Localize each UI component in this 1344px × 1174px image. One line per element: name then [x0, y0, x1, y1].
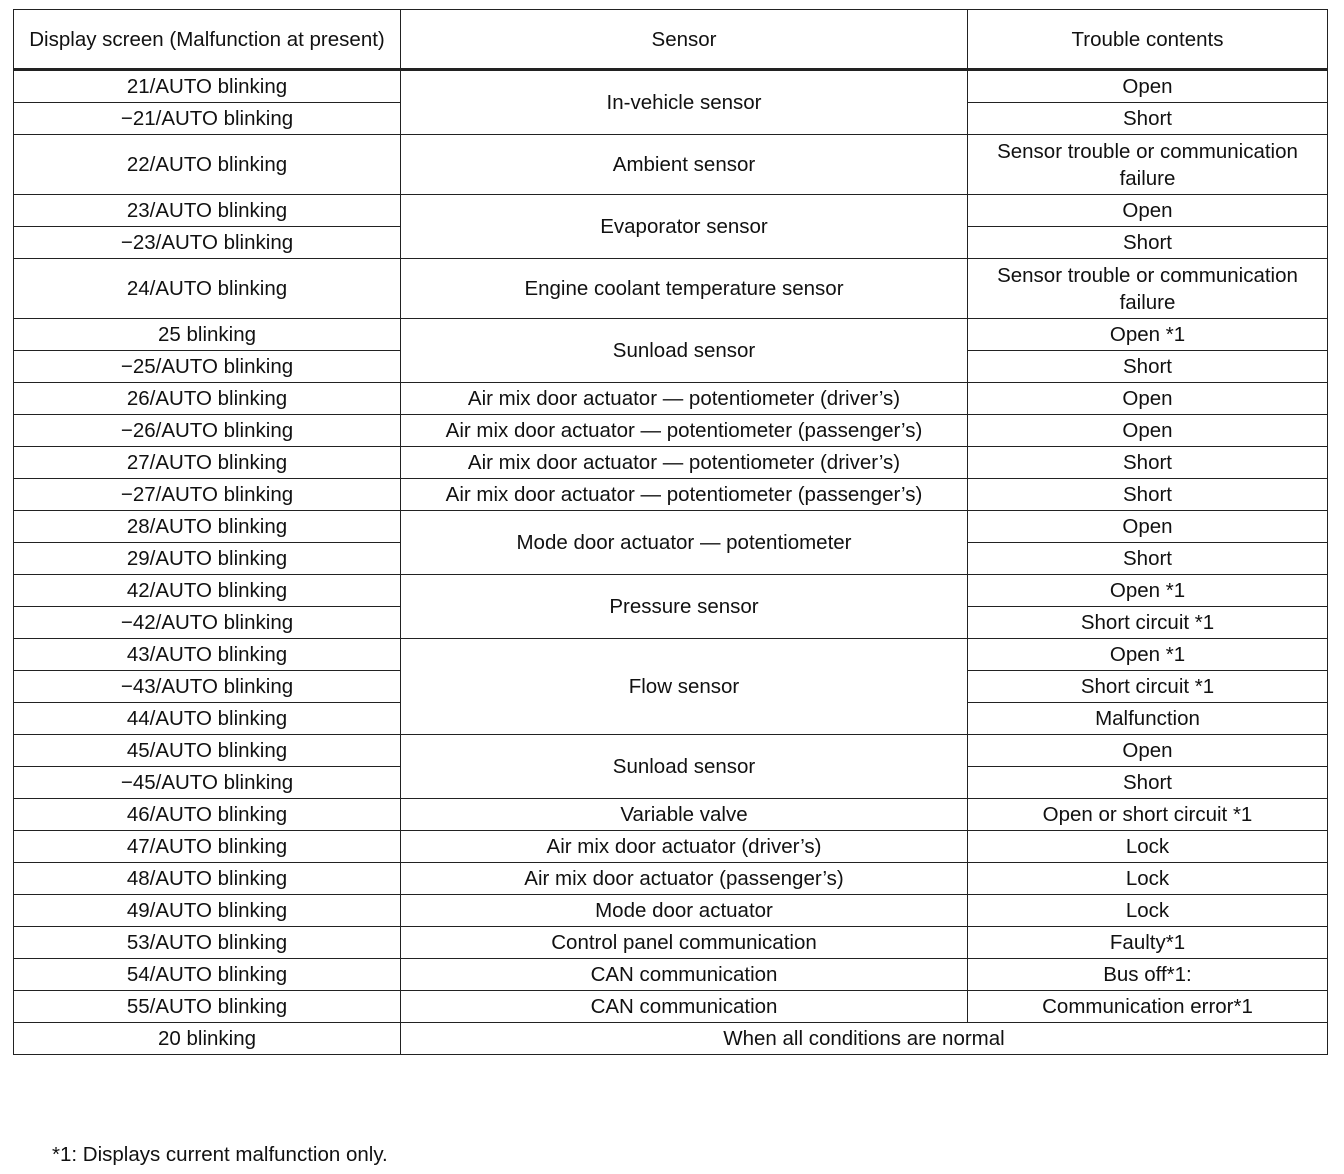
trouble-contents-cell: Open *1: [968, 575, 1328, 607]
table-row: [14, 959, 1328, 991]
sensor-cell: CAN communication: [401, 959, 968, 991]
table-row: [14, 1023, 1328, 1055]
display-screen-cell: −26/AUTO blinking: [14, 415, 401, 447]
display-screen-cell: 53/AUTO blinking: [14, 927, 401, 959]
display-screen-cell: 21/AUTO blinking: [14, 70, 401, 103]
table-row: [14, 639, 1328, 671]
table-row: [14, 735, 1328, 767]
sensor-cell: Air mix door actuator (passenger’s): [401, 863, 968, 895]
sensor-cell: Sunload sensor: [401, 735, 968, 799]
table-row: [14, 575, 1328, 607]
table-body: [14, 70, 1328, 1055]
trouble-contents-cell: Communication error*1: [968, 991, 1328, 1023]
trouble-contents-cell: Open: [968, 511, 1328, 543]
display-screen-cell: 27/AUTO blinking: [14, 447, 401, 479]
trouble-contents-cell: Short: [968, 351, 1328, 383]
sensor-cell: Mode door actuator: [401, 895, 968, 927]
display-screen-cell: 48/AUTO blinking: [14, 863, 401, 895]
display-screen-cell: 45/AUTO blinking: [14, 735, 401, 767]
trouble-contents-cell: Short circuit *1: [968, 607, 1328, 639]
display-screen-cell: −42/AUTO blinking: [14, 607, 401, 639]
sensor-cell: Evaporator sensor: [401, 195, 968, 259]
display-screen-cell: 55/AUTO blinking: [14, 991, 401, 1023]
trouble-contents-cell: Open: [968, 735, 1328, 767]
sensor-cell: Air mix door actuator — potentiometer (passenger’s): [401, 415, 968, 447]
table-row: [14, 195, 1328, 227]
display-screen-cell: 25 blinking: [14, 319, 401, 351]
trouble-contents-cell: Short: [968, 543, 1328, 575]
display-screen-cell: 43/AUTO blinking: [14, 639, 401, 671]
trouble-contents-cell: Open: [968, 383, 1328, 415]
trouble-contents-cell: Lock: [968, 863, 1328, 895]
display-screen-cell: 47/AUTO blinking: [14, 831, 401, 863]
normal-condition-cell: When all conditions are normal: [401, 1023, 1328, 1055]
sensor-cell: Flow sensor: [401, 639, 968, 735]
table-row: [14, 70, 1328, 103]
sensor-cell: Sunload sensor: [401, 319, 968, 383]
table-row: [14, 415, 1328, 447]
table-row: [14, 447, 1328, 479]
table-row: [14, 895, 1328, 927]
diagnosis-table: [13, 9, 1328, 1055]
display-screen-cell: 23/AUTO blinking: [14, 195, 401, 227]
table-row: [14, 831, 1328, 863]
display-screen-cell: −23/AUTO blinking: [14, 227, 401, 259]
display-screen-cell: 20 blinking: [14, 1023, 401, 1055]
table-header: [14, 10, 1328, 70]
trouble-contents-cell: Sensor trouble or communication failure: [968, 135, 1328, 195]
table-row: [14, 135, 1328, 195]
trouble-contents-cell: Open *1: [968, 319, 1328, 351]
sensor-cell: Mode door actuator — potentiometer: [401, 511, 968, 575]
table-row: [14, 511, 1328, 543]
table-row: [14, 991, 1328, 1023]
header-sensor: Sensor: [401, 10, 968, 70]
table-row: [14, 799, 1328, 831]
table-row: [14, 259, 1328, 319]
trouble-contents-cell: Lock: [968, 895, 1328, 927]
table-row: [14, 863, 1328, 895]
trouble-contents-cell: Sensor trouble or communication failure: [968, 259, 1328, 319]
display-screen-cell: 46/AUTO blinking: [14, 799, 401, 831]
trouble-contents-cell: Short: [968, 767, 1328, 799]
trouble-contents-cell: Open or short circuit *1: [968, 799, 1328, 831]
display-screen-cell: 54/AUTO blinking: [14, 959, 401, 991]
display-screen-cell: −45/AUTO blinking: [14, 767, 401, 799]
display-screen-cell: 26/AUTO blinking: [14, 383, 401, 415]
trouble-contents-cell: Short: [968, 103, 1328, 135]
display-screen-cell: 29/AUTO blinking: [14, 543, 401, 575]
table-row: [14, 479, 1328, 511]
trouble-contents-cell: Open *1: [968, 639, 1328, 671]
sensor-cell: CAN communication: [401, 991, 968, 1023]
sensor-cell: Pressure sensor: [401, 575, 968, 639]
trouble-contents-cell: Short: [968, 479, 1328, 511]
trouble-contents-cell: Short: [968, 227, 1328, 259]
trouble-contents-cell: Lock: [968, 831, 1328, 863]
header-display-screen: Display screen (Malfunction at present): [14, 10, 401, 70]
display-screen-cell: 24/AUTO blinking: [14, 259, 401, 319]
sensor-cell: Engine coolant temperature sensor: [401, 259, 968, 319]
table-row: [14, 927, 1328, 959]
sensor-cell: Air mix door actuator — potentiometer (passenger’s): [401, 479, 968, 511]
display-screen-cell: −25/AUTO blinking: [14, 351, 401, 383]
trouble-contents-cell: Open: [968, 415, 1328, 447]
trouble-contents-cell: Open: [968, 70, 1328, 103]
display-screen-cell: −43/AUTO blinking: [14, 671, 401, 703]
header-trouble-contents: Trouble contents: [968, 10, 1328, 70]
display-screen-cell: 44/AUTO blinking: [14, 703, 401, 735]
sensor-cell: In-vehicle sensor: [401, 70, 968, 135]
table-row: [14, 383, 1328, 415]
display-screen-cell: −27/AUTO blinking: [14, 479, 401, 511]
display-screen-cell: 28/AUTO blinking: [14, 511, 401, 543]
footnote: *1: Displays current malfunction only.: [52, 1143, 388, 1166]
trouble-contents-cell: Faulty*1: [968, 927, 1328, 959]
table-row: [14, 319, 1328, 351]
trouble-contents-cell: Bus off*1:: [968, 959, 1328, 991]
sensor-cell: Air mix door actuator — potentiometer (driver’s): [401, 383, 968, 415]
display-screen-cell: 49/AUTO blinking: [14, 895, 401, 927]
sensor-cell: Variable valve: [401, 799, 968, 831]
sensor-cell: Air mix door actuator (driver’s): [401, 831, 968, 863]
sensor-cell: Air mix door actuator — potentiometer (driver’s): [401, 447, 968, 479]
header-row: [14, 10, 1328, 70]
trouble-contents-cell: Malfunction: [968, 703, 1328, 735]
trouble-contents-cell: Open: [968, 195, 1328, 227]
sensor-cell: Control panel communication: [401, 927, 968, 959]
sensor-cell: Ambient sensor: [401, 135, 968, 195]
display-screen-cell: 42/AUTO blinking: [14, 575, 401, 607]
trouble-contents-cell: Short: [968, 447, 1328, 479]
display-screen-cell: 22/AUTO blinking: [14, 135, 401, 195]
display-screen-cell: −21/AUTO blinking: [14, 103, 401, 135]
trouble-contents-cell: Short circuit *1: [968, 671, 1328, 703]
